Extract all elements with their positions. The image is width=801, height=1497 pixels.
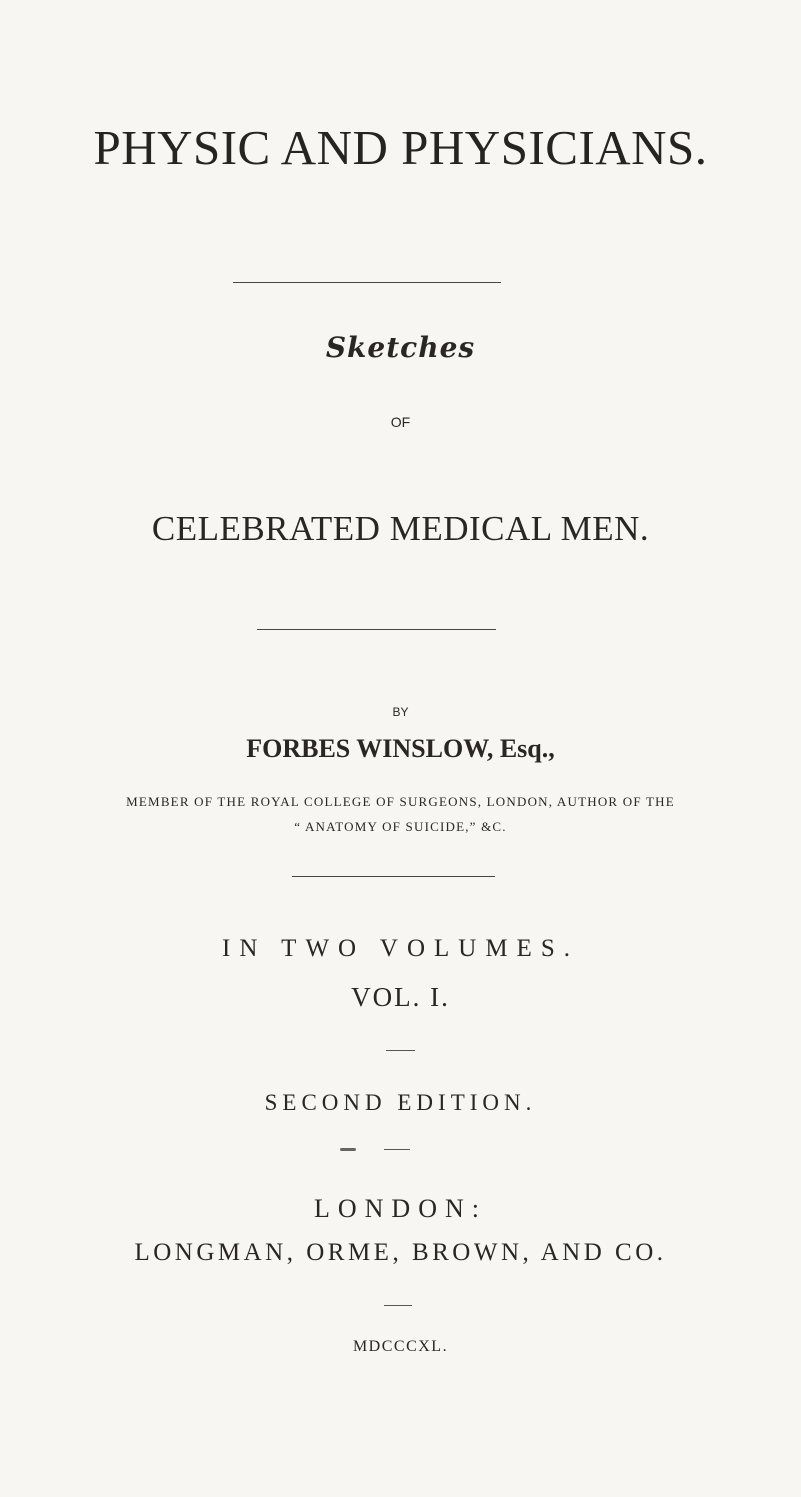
author-name: FORBES WINSLOW, Esq., <box>246 734 555 763</box>
main-title: PHYSIC AND PHYSICIANS. <box>93 120 708 175</box>
volume-count: IN TWO VOLUMES. <box>222 935 579 962</box>
ink-blemish <box>340 1148 356 1151</box>
by-label: BY <box>392 705 409 719</box>
imprint-city: LONDON: <box>314 1194 487 1223</box>
divider-rule-2 <box>257 629 496 630</box>
author-works: “ ANATOMY OF SUICIDE,” &C. <box>294 819 507 834</box>
divider-rule-3 <box>292 876 495 877</box>
divider-rule-6 <box>384 1305 412 1306</box>
subtitle-of: OF <box>390 414 411 430</box>
divider-rule-4 <box>386 1050 415 1051</box>
subtitle-sketches: Sketches <box>325 331 476 364</box>
imprint-publisher: LONGMAN, ORME, BROWN, AND CO. <box>134 1239 667 1266</box>
divider-rule-1 <box>233 282 501 283</box>
edition-label: SECOND EDITION. <box>264 1090 537 1115</box>
divider-rule-5 <box>384 1149 410 1150</box>
imprint-year: MDCCCXL. <box>352 1338 449 1355</box>
author-credentials: MEMBER OF THE ROYAL COLLEGE OF SURGEONS, LONDON, AUTHOR OF THE <box>126 794 675 809</box>
volume-number: VOL. I. <box>351 982 450 1012</box>
subtitle-main: CELEBRATED MEDICAL MEN. <box>151 509 650 548</box>
